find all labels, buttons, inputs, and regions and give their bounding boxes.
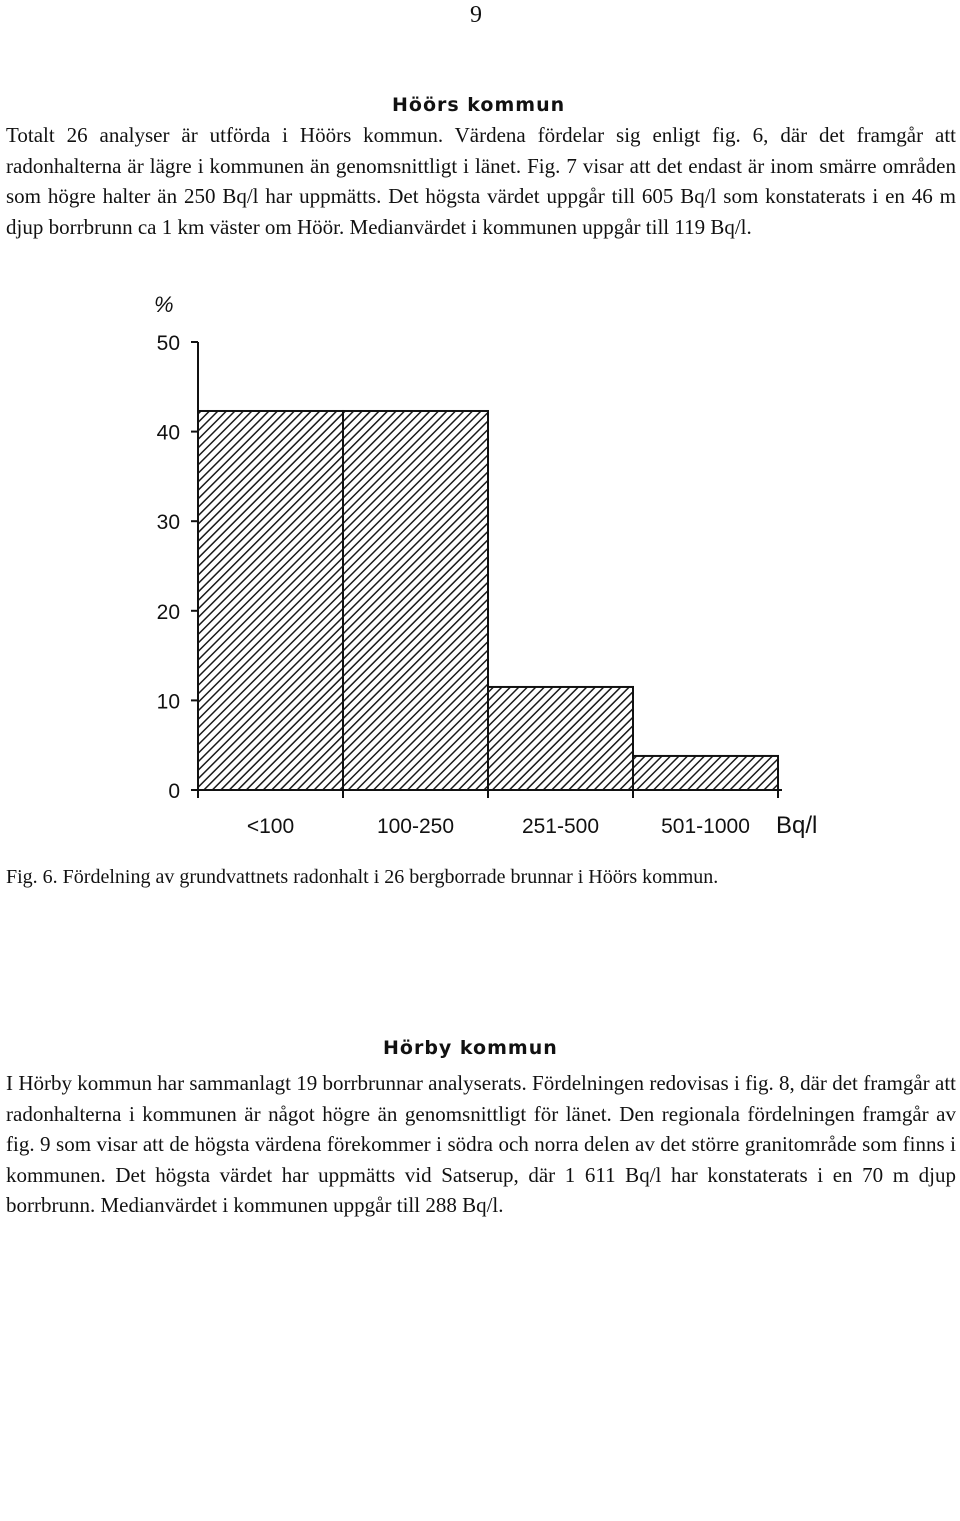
x-tick-label-0: <100 <box>246 815 295 838</box>
y-tick-label-2: 20 <box>156 600 180 624</box>
radon-distribution-chart <box>0 280 960 850</box>
y-tick-label-4: 40 <box>156 421 180 445</box>
bar-3 <box>633 756 778 790</box>
section-heading-horby: Hörby kommun <box>383 1037 558 1059</box>
x-tick-label-1: 100-250 <box>376 815 455 838</box>
y-tick-label-0: 0 <box>168 780 180 803</box>
y-tick-label-5: 50 <box>156 332 180 355</box>
paragraph-hoor: Totalt 26 analyser är utförda i Höörs kommun. Värdena fördelar sig enligt fig. 6, där det framgår att radonhalterna är lägre i kommunen än genomsnittligt i länet. Fig. 7 visar att det endast är inom smärre områden som högre halter än 250 Bq/l har uppmätts. Det högsta värdet uppgår till 605 Bq/l som konstaterats i en 46 m djup borrbrunn ca 1 km väster om Höör. Medianvärdet i kommunen uppgår till 119 Bq/l. <box>6 123 956 239</box>
paragraph-horby: I Hörby kommun har sammanlagt 19 borrbrunnar analyserats. Fördelningen redovisas i fig. 8, där det framgår att radonhalterna i kommunen är något högre än genomsnittligt för länet. Den regionala fördelningen framgår av fig. 9 som visar att de högsta värdena förekommer i södra och norra delen av det större granitområde som finns i kommunen. Det högsta värdet har uppmätts vid Satserup, där 1 611 Bq/l har konstaterats i en 70 m djup borrbrunn. Medianvärdet i kommunen uppgår till 288 Bq/l. <box>6 1071 956 1217</box>
x-axis-unit-label: Bq/l <box>776 812 818 839</box>
page-number: 9 <box>470 2 482 28</box>
bar-1 <box>343 411 488 790</box>
section-heading-hoor: Höörs kommun <box>392 94 566 116</box>
bars-layer <box>198 411 778 790</box>
x-tick-label-2: 251-500 <box>521 815 600 838</box>
x-tick-label-3: 501-1000 <box>661 815 750 838</box>
y-axis-label: % <box>154 292 174 317</box>
figure-caption: Fig. 6. Fördelning av grundvattnets radonhalt i 26 bergborrade brunnar i Höörs kommun. <box>6 866 719 888</box>
y-tick-label-1: 10 <box>156 690 180 714</box>
y-tick-label-3: 30 <box>156 511 180 535</box>
bar-0 <box>198 411 343 790</box>
bar-2 <box>488 687 633 790</box>
